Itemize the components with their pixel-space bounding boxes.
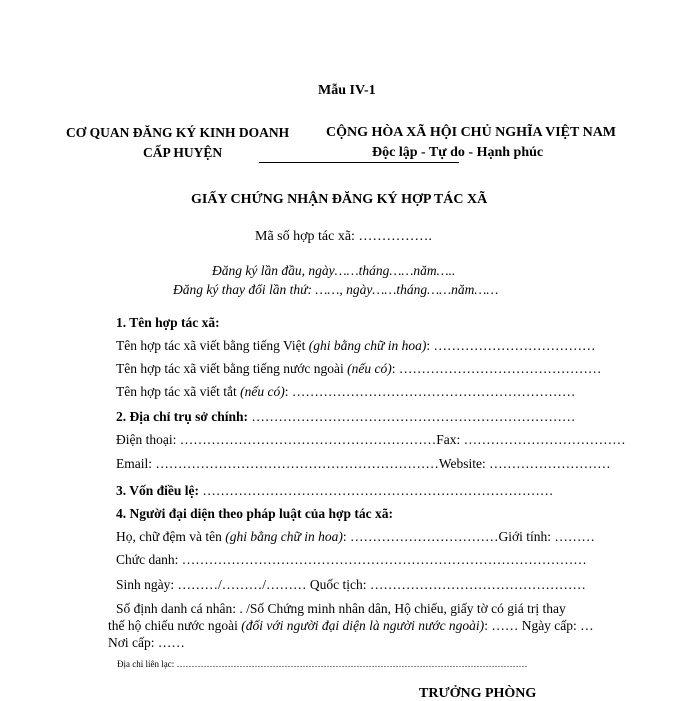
coop-code-line: Mã số hợp tác xã: ……………. [255,229,432,244]
phone-fax-line: Điện thoại: …………………………………………………Fax: ……………………………… [116,432,626,447]
rep-contact-line: Địa chỉ liên lạc: ……………………………………………………………………………………………………… [117,659,528,669]
motto-underline [259,162,459,163]
rep-job-title-line: Chức danh: ……………………………………………………………………………… [116,552,587,567]
rep-name-note: (ghi bằng chữ in hoa) [225,529,343,544]
section3-line [116,483,553,499]
vn-name-note: (ghi bằng chữ in hoa) [308,338,427,353]
rep-name-label: Họ, chữ đệm và tên [116,529,226,544]
rep-id-line3: Nơi cấp: …… [108,635,185,650]
first-registration-line: Đăng ký lần đầu, ngày……tháng……năm….. [212,263,456,278]
section2-heading: 2. Địa chỉ trụ sở chính: [116,409,248,424]
section3-heading: 3. Vốn điều lệ: [116,483,200,498]
section2-line [116,409,575,425]
agency-name-line1: CƠ QUAN ĐĂNG KÝ KINH DOANH [66,125,290,140]
foreign-name-line [116,362,601,376]
address-blank: ……………………………………………………………… [248,409,576,424]
vn-name-blank: : ……………………………… [426,338,596,353]
foreign-name-blank: : ……………………………………… [391,361,602,376]
rep-id-line2 [108,619,594,633]
rep-birth-line: Sinh ngày: ………/………/……… Quốc tịch: ………………………………………… [116,577,586,592]
vn-name-label: Tên hợp tác xã viết bằng tiếng Việt [116,338,309,353]
email-website-line: Email: ………………………………………………………Website: ……………………… [116,456,611,471]
rep-id-line2-pre: thế hộ chiếu nước ngoài [108,618,242,633]
short-name-label: Tên hợp tác xã viết tắt [116,384,241,399]
nation-motto: Độc lập - Tự do - Hạnh phúc [372,145,544,160]
rep-name-blank: : ……………………………Giới tính: ……… [342,529,595,544]
rep-id-line2-note: (đối với người đại diện là người nước ngoài) [241,618,485,633]
vn-name-line [116,339,596,353]
foreign-name-label: Tên hợp tác xã viết bằng tiếng nước ngoài [116,361,348,376]
short-name-note: (nếu có) [240,384,285,399]
section4-heading: 4. Người đại diện theo pháp luật của hợp tác xã: [116,506,393,521]
agency-name-line2: CẤP HUYỆN [143,145,223,160]
short-name-line [116,385,575,399]
rep-id-line2-tail: : …… Ngày cấp: … [484,618,594,633]
short-name-blank: : ……………………………………………………… [284,384,576,399]
change-registration-line: Đăng ký thay đổi lần thứ: ……, ngày……tháng……năm…… [173,282,499,297]
signature-title: TRƯỞNG PHÒNG [419,686,537,701]
rep-name-line [116,530,595,544]
document-title: GIẤY CHỨNG NHẬN ĐĂNG KÝ HỢP TÁC XÃ [191,192,488,207]
nation-title: CỘNG HÒA XÃ HỘI CHỦ NGHĨA VIỆT NAM [326,125,617,140]
section1-heading: 1. Tên hợp tác xã: [116,315,220,330]
rep-id-line1: Số định danh cá nhân: . /Số Chứng minh nhân dân, Hộ chiếu, giấy tờ có giá trị thay [116,601,566,616]
foreign-name-note: (nếu có) [347,361,392,376]
capital-blank: …………………………………………………………………… [199,483,554,498]
form-code: Mẫu IV-1 [318,83,376,98]
